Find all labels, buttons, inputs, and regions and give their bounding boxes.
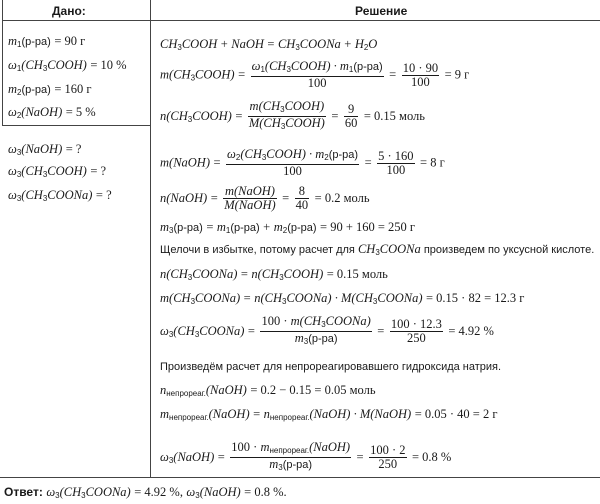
header-underline	[2, 20, 600, 21]
answer-line: Ответ: $\omega_3(CH_3COONa) = 4.92$ %, $\omega_3(NaOH) = 0.8$ %.	[4, 485, 287, 500]
column-divider	[150, 0, 151, 478]
w-salt-formula: $\omega_3(CH_3COONa)$ = $\frac{100 \cdot m(CH_3COONa)}{m_3(р-ра)}$ = $\frac{100 \cdot 12.3}{250}$ = 4.92 %	[160, 314, 494, 346]
note-excess-naoh: Произведём расчет для непрореагировавшего гидроксида натрия.	[160, 361, 502, 373]
m3-formula: $m_3(р-ра) = m_1(р-ра) + m_2(р-ра) = 90 + 160 = 250$ г	[160, 220, 416, 235]
reaction-equation: $CH_3COOH$ + NaOH = $CH_3COONa + H_2O$	[160, 37, 378, 52]
find-w3-salt: $\omega_3(CH_3COONa)$ = ?	[8, 188, 112, 203]
n-salt-formula: $n(CH_3COONa)$ = $n(CH_3COOH) = 0.15$ моль	[160, 267, 388, 282]
m-acid-formula: $m(CH_3COOH)$ = $\frac{\omega_1(CH_3COOH) \cdot m_1(р-ра)}{100}$ = $\frac{10 \cdot 90}{100}$ = 9 г	[160, 59, 470, 90]
m-excess-formula: $m_{непрореаг.}(NaOH)$ = $n_{непрореаг.}(NaOH)$ · M(NaOH) = 0.05 · 40 = 2 г	[160, 407, 498, 422]
solution-header: Решение	[355, 4, 408, 18]
given-w2: $\omega_2(NaOH) = 5$ %	[8, 105, 96, 120]
answer-separator	[0, 477, 600, 478]
n-naoh-formula: n(NaOH) = $\frac{\text{m(NaOH)}}{\text{M(NaOH)}}$ = $\frac{8}{40}$ = 0.2 моль	[160, 184, 370, 212]
given-m2: $m_2(р-ра) = 160$ г	[8, 82, 92, 97]
given-m1: $m_1(р-ра) = 90$ г	[8, 34, 86, 49]
note-excess: Щелочи в избытке, потому расчет для $CH_3COONa$ произведем по уксусной кислоте.	[160, 242, 595, 257]
w-naoh-formula: $\omega_3(NaOH)$ = $\frac{100 \cdot m_{непрореаг.}(NaOH)}{m_3(р-ра)}$ = $\frac{100 \cdot 2}{250}$ = 0.8 %	[160, 440, 452, 472]
m-salt-formula: $m(CH_3COONa)$ = $n(CH_3COONa)$ · $M(CH_3COONa) = 0.15 \cdot 82 = 12.3$ г	[160, 291, 525, 306]
find-w3-acid: $\omega_3(CH_3COOH)$ = ?	[8, 164, 107, 179]
given-border-left	[2, 0, 3, 126]
find-w3-naoh: $\omega_3(NaOH)$ = ?	[8, 142, 82, 157]
given-w1: $\omega_1(CH_3COOH) = 10$ %	[8, 58, 127, 73]
n-excess-formula: $n_{непрореаг.}(NaOH) = 0.2 - 0.15 = 0.05$ моль	[160, 383, 376, 398]
given-header: Дано:	[52, 4, 86, 18]
given-separator	[2, 125, 150, 126]
n-acid-formula: $n(CH_3COOH)$ = $\frac{m(CH_3COOH)}{M(CH_3COOH)}$ = $\frac{9}{60}$ = 0.15 моль	[160, 99, 425, 131]
m-naoh-formula: m(NaOH) = $\frac{\omega_2(CH_3COOH) \cdot m_2(р-ра)}{100}$ = $\frac{5 \cdot 160}{100}$ = 8 г	[160, 147, 445, 178]
